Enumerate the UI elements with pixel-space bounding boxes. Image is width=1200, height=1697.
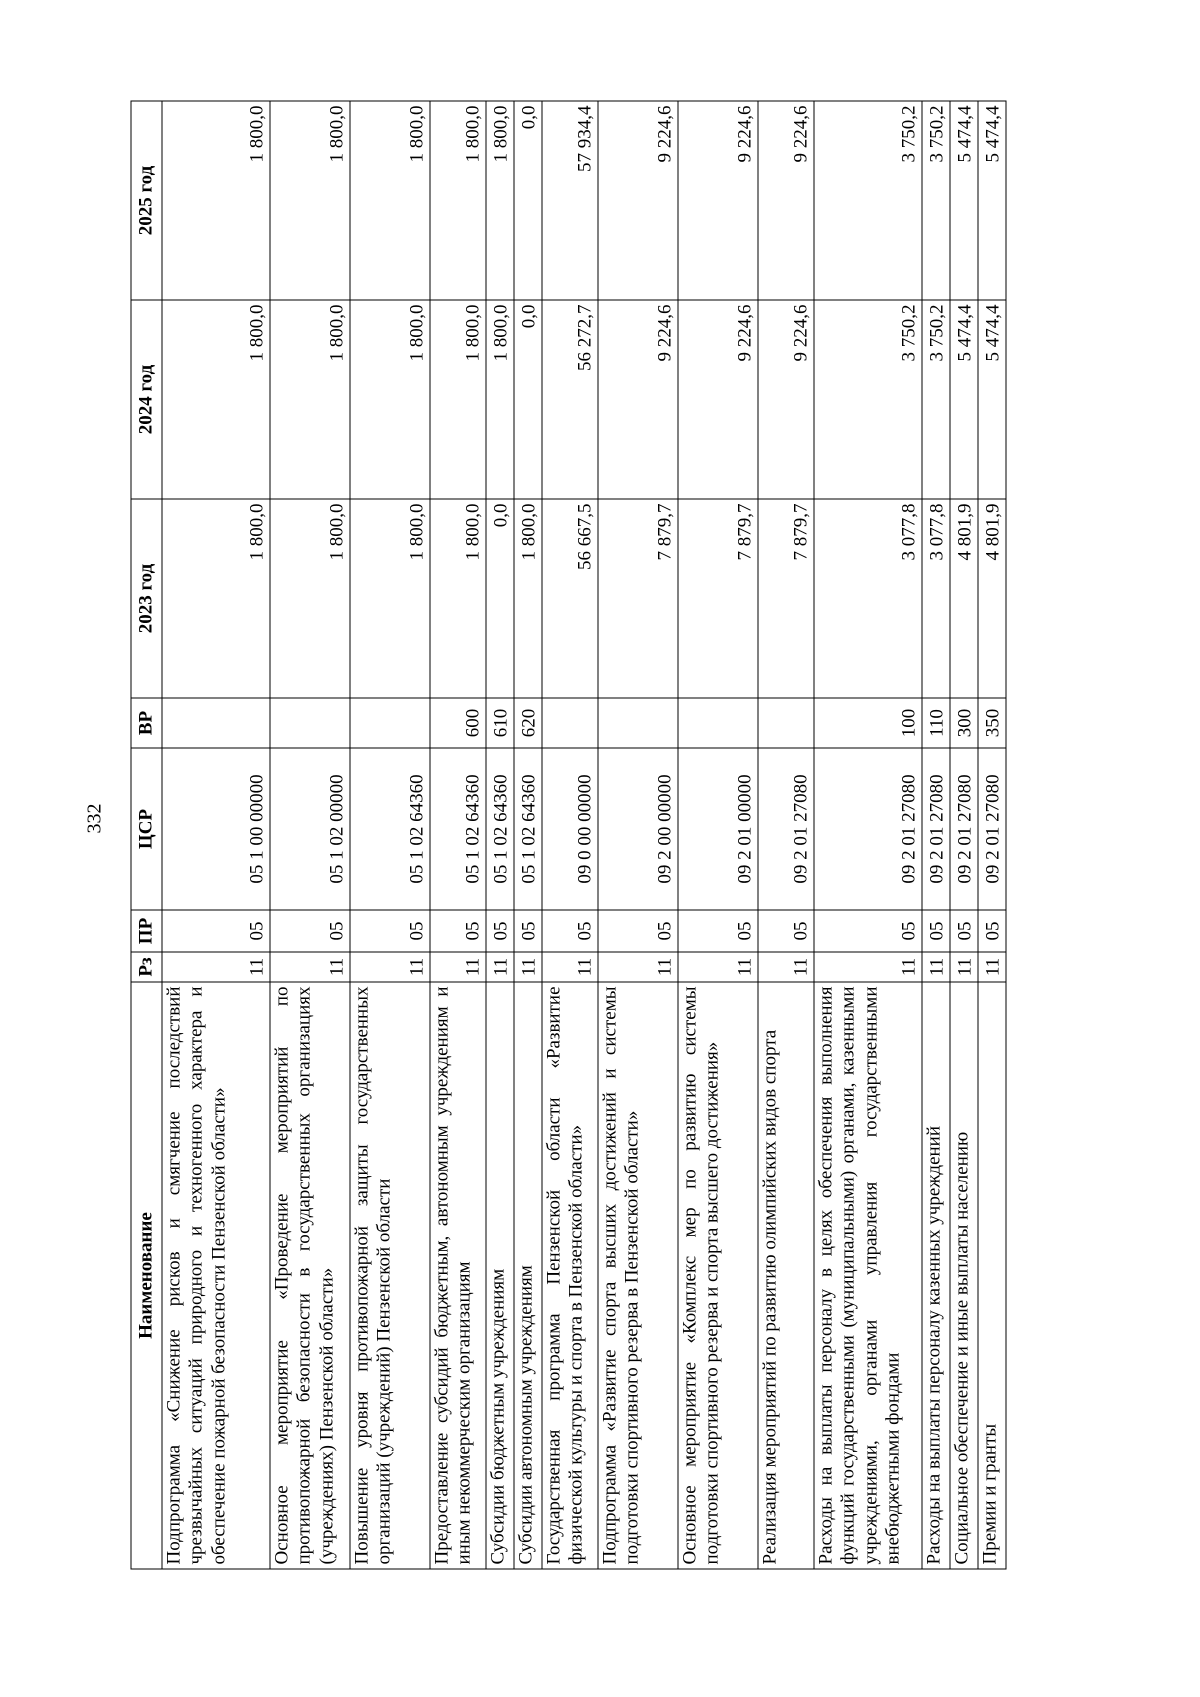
table-row	[542, 101, 598, 1569]
cell-2025: 5 474,4	[978, 101, 1006, 300]
cell-name: Основное мероприятие «Проведение мероприятий по противопожарной безопасности в государственных организациях (учреждениях) Пензенской области»	[270, 982, 350, 1569]
cell-2023: 56 667,5	[542, 499, 598, 698]
cell-name: Социальное обеспечение и иные выплаты населению	[950, 982, 978, 1569]
cell-2024: 9 224,6	[758, 300, 814, 499]
cell-name: Расходы на выплаты персоналу в целях обеспечения выполнения функций государственными (муниципальными) органами, казенными учреждениями, органами управления государственными внебюджетными фондами	[814, 982, 922, 1569]
cell-name: Повышение уровня противопожарной защиты государственных организаций (учреждений) Пензенской области	[350, 982, 430, 1569]
cell-2023: 3 077,8	[922, 499, 950, 698]
cell-rz: 11	[758, 952, 814, 982]
cell-pr: 05	[542, 910, 598, 952]
cell-2023: 7 879,7	[758, 499, 814, 698]
cell-rz: 11	[430, 952, 486, 982]
cell-pr: 05	[978, 910, 1006, 952]
cell-pr: 05	[678, 910, 758, 952]
table-row	[598, 101, 678, 1569]
cell-2025: 1 800,0	[486, 101, 514, 300]
cell-name: Основное мероприятие «Комплекс мер по развитию системы подготовки спортивного резерва и спорта высшего достижения»	[678, 982, 758, 1569]
cell-2023: 4 801,9	[978, 499, 1006, 698]
cell-pr: 05	[270, 910, 350, 952]
cell-vr: 620	[514, 698, 542, 748]
cell-rz: 11	[950, 952, 978, 982]
cell-2024: 1 800,0	[270, 300, 350, 499]
table-row	[514, 101, 542, 1569]
page-number: 332	[83, 803, 106, 834]
cell-2023: 7 879,7	[598, 499, 678, 698]
cell-csr: 05 1 02 64360	[350, 748, 430, 910]
table-row	[162, 101, 270, 1569]
cell-2025: 57 934,4	[542, 101, 598, 300]
table-row	[430, 101, 486, 1569]
cell-rz: 11	[922, 952, 950, 982]
cell-vr: 110	[922, 698, 950, 748]
cell-vr: 100	[814, 698, 922, 748]
cell-2025: 9 224,6	[678, 101, 758, 300]
header-2025: 2025 год	[131, 101, 162, 300]
cell-pr: 05	[162, 910, 270, 952]
cell-rz: 11	[678, 952, 758, 982]
cell-2024: 3 750,2	[922, 300, 950, 499]
cell-2025: 9 224,6	[758, 101, 814, 300]
cell-2025: 5 474,4	[950, 101, 978, 300]
cell-pr: 05	[950, 910, 978, 952]
cell-csr: 05 1 00 00000	[162, 748, 270, 910]
cell-vr	[758, 698, 814, 748]
cell-2023: 4 801,9	[950, 499, 978, 698]
table-row	[922, 101, 950, 1569]
cell-pr: 05	[758, 910, 814, 952]
cell-pr: 05	[350, 910, 430, 952]
cell-2025: 1 800,0	[162, 101, 270, 300]
cell-2025: 1 800,0	[270, 101, 350, 300]
cell-rz: 11	[978, 952, 1006, 982]
cell-2024: 5 474,4	[978, 300, 1006, 499]
cell-2025: 9 224,6	[598, 101, 678, 300]
table-header-row	[131, 101, 162, 1569]
cell-pr: 05	[514, 910, 542, 952]
cell-csr: 09 2 01 27080	[758, 748, 814, 910]
cell-name: Субсидии бюджетным учреждениям	[486, 982, 514, 1569]
cell-pr: 05	[598, 910, 678, 952]
cell-2024: 1 800,0	[430, 300, 486, 499]
table-row	[678, 101, 758, 1569]
cell-name: Премии и гранты	[978, 982, 1006, 1569]
cell-csr: 05 1 02 64360	[430, 748, 486, 910]
cell-2025: 0,0	[514, 101, 542, 300]
cell-2024: 9 224,6	[678, 300, 758, 499]
cell-rz: 11	[514, 952, 542, 982]
cell-csr: 09 2 01 27080	[814, 748, 922, 910]
cell-vr	[542, 698, 598, 748]
cell-2025: 3 750,2	[814, 101, 922, 300]
cell-name: Расходы на выплаты персоналу казенных учреждений	[922, 982, 950, 1569]
cell-csr: 09 2 01 27080	[922, 748, 950, 910]
cell-2024: 1 800,0	[350, 300, 430, 499]
cell-csr: 05 1 02 64360	[514, 748, 542, 910]
cell-rz: 11	[814, 952, 922, 982]
cell-vr	[270, 698, 350, 748]
header-vr: ВР	[131, 698, 162, 748]
cell-rz: 11	[350, 952, 430, 982]
cell-csr: 09 0 00 00000	[542, 748, 598, 910]
table-row	[978, 101, 1006, 1569]
header-pr: ПР	[131, 910, 162, 952]
cell-rz: 11	[486, 952, 514, 982]
cell-2023: 7 879,7	[678, 499, 758, 698]
cell-2023: 1 800,0	[514, 499, 542, 698]
cell-2023: 1 800,0	[430, 499, 486, 698]
table-row	[758, 101, 814, 1569]
cell-vr	[598, 698, 678, 748]
header-2023: 2023 год	[131, 499, 162, 698]
cell-vr: 350	[978, 698, 1006, 748]
cell-rz: 11	[598, 952, 678, 982]
table-row	[486, 101, 514, 1569]
table-row	[350, 101, 430, 1569]
header-2024: 2024 год	[131, 300, 162, 499]
cell-rz: 11	[162, 952, 270, 982]
cell-name: Государственная программа Пензенской области «Развитие физической культуры и спорта в Пензенской области»	[542, 982, 598, 1569]
cell-2023: 1 800,0	[270, 499, 350, 698]
cell-2024: 9 224,6	[598, 300, 678, 499]
cell-2025: 3 750,2	[922, 101, 950, 300]
cell-csr: 09 2 00 00000	[598, 748, 678, 910]
cell-vr	[678, 698, 758, 748]
cell-2025: 1 800,0	[430, 101, 486, 300]
cell-2025: 1 800,0	[350, 101, 430, 300]
cell-rz: 11	[270, 952, 350, 982]
cell-name: Субсидии автономным учреждениям	[514, 982, 542, 1569]
cell-2023: 1 800,0	[162, 499, 270, 698]
cell-2024: 0,0	[514, 300, 542, 499]
cell-2024: 1 800,0	[486, 300, 514, 499]
rotated-table-wrapper	[130, 100, 1003, 1569]
cell-vr: 610	[486, 698, 514, 748]
table-row	[950, 101, 978, 1569]
header-name: Наименование	[131, 982, 162, 1569]
cell-name: Подпрограмма «Снижение рисков и смягчение последствий чрезвычайных ситуаций природного и техногенного характера и обеспечение пожарной безопасности Пензенской области»	[162, 982, 270, 1569]
cell-csr: 05 1 02 00000	[270, 748, 350, 910]
cell-pr: 05	[486, 910, 514, 952]
cell-2023: 1 800,0	[350, 499, 430, 698]
cell-name: Реализация мероприятий по развитию олимпийских видов спорта	[758, 982, 814, 1569]
cell-csr: 05 1 02 64360	[486, 748, 514, 910]
cell-rz: 11	[542, 952, 598, 982]
cell-2024: 56 272,7	[542, 300, 598, 499]
table-row	[814, 101, 922, 1569]
cell-vr: 600	[430, 698, 486, 748]
cell-name: Подпрограмма «Развитие спорта высших достижений и системы подготовки спортивного резерва в Пензенской области»	[598, 982, 678, 1569]
cell-pr: 05	[430, 910, 486, 952]
cell-2024: 1 800,0	[162, 300, 270, 499]
cell-vr	[350, 698, 430, 748]
cell-pr: 05	[814, 910, 922, 952]
cell-name: Предоставление субсидий бюджетным, автономным учреждениям и иным некоммерческим организациям	[430, 982, 486, 1569]
budget-table	[130, 100, 1006, 1569]
cell-csr: 09 2 01 27080	[950, 748, 978, 910]
cell-2024: 5 474,4	[950, 300, 978, 499]
cell-csr: 09 2 01 00000	[678, 748, 758, 910]
header-csr: ЦСР	[131, 748, 162, 910]
header-rz: Рз	[131, 952, 162, 982]
cell-vr: 300	[950, 698, 978, 748]
cell-2023: 0,0	[486, 499, 514, 698]
cell-2024: 3 750,2	[814, 300, 922, 499]
cell-2023: 3 077,8	[814, 499, 922, 698]
table-row	[270, 101, 350, 1569]
cell-vr	[162, 698, 270, 748]
cell-csr: 09 2 01 27080	[978, 748, 1006, 910]
cell-pr: 05	[922, 910, 950, 952]
